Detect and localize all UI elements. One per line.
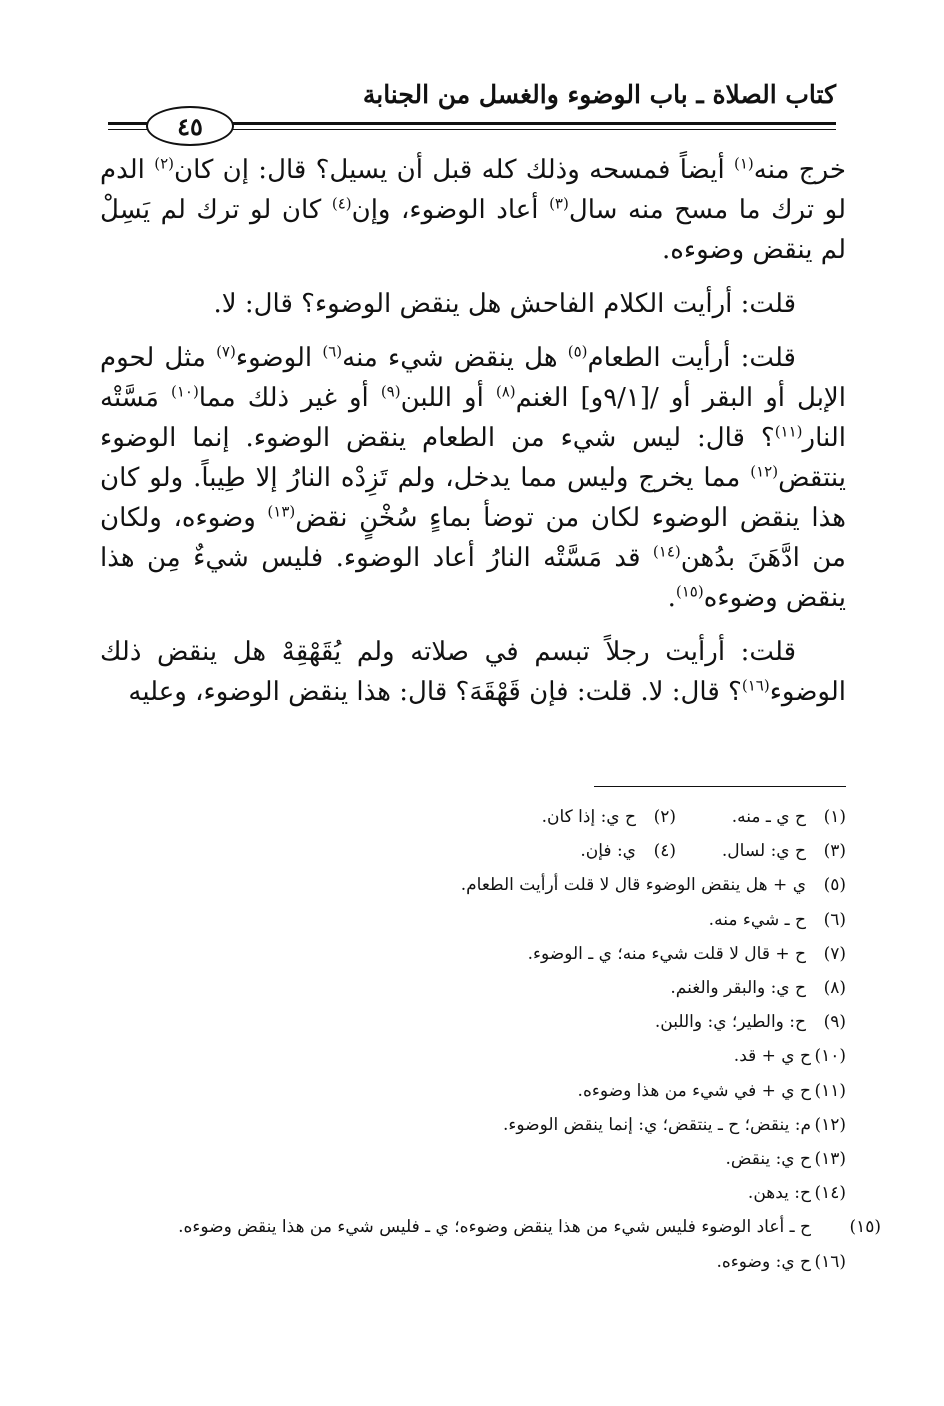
- running-title: كتاب الصلاة ـ باب الوضوء والغسل من الجنابة: [362, 80, 836, 109]
- footnote-marker-12: (١٢): [750, 462, 779, 481]
- footnote-6: [100, 903, 846, 937]
- text-run: هل ينقض شيء منه: [342, 343, 568, 373]
- footnote-marker-4: (٤): [331, 194, 352, 213]
- footnote-1: [676, 800, 846, 834]
- footnote-13: [100, 1142, 846, 1176]
- footnote-number: (١٣): [814, 1149, 846, 1170]
- footnote-4: [506, 834, 676, 868]
- footnote-text: ح ي: ينقض.: [725, 1149, 811, 1170]
- footnote-14: [100, 1176, 846, 1210]
- footnote-marker-1: (١): [734, 154, 754, 173]
- text-run: قد مَسَّتْه النارُ أعاد الوضوء. فليس شيءٌ مِن هذا ينقض وضوءه: [100, 543, 846, 613]
- footnote-text: ح: والطير؛ ي: واللبن.: [654, 1012, 806, 1033]
- footnote-text: ح ي ـ منه.: [731, 807, 806, 827]
- text-run: أو غير ذلك مما: [198, 383, 381, 413]
- footnote-text: ح + قال لا قلت شيء منه؛ ي ـ الوضوء.: [527, 943, 806, 964]
- footnote-number: (١٢): [814, 1114, 846, 1135]
- text-run: أيضاً فمسحه وذلك كله قبل أن يسيل؟ قال: إن كان: [173, 155, 734, 185]
- footnote-marker-5: (٥): [567, 342, 588, 361]
- footnote-10: [100, 1039, 846, 1073]
- footnote-5: [100, 868, 846, 902]
- footnote-3: [676, 834, 846, 868]
- footnote-text: ح ـ أعاد الوضوء فليس شيء من هذا ينقض وضوءه؛ ي ـ فليس شيء من هذا ينقض وضوءه.: [178, 1217, 811, 1238]
- text-run: أو اللبن: [400, 383, 496, 413]
- footnote-row: [100, 800, 846, 834]
- footnote-marker-9: (٩): [380, 382, 401, 401]
- footnote-marker-10: (١٠): [170, 382, 199, 401]
- text-run: أعاد الوضوء، وإن: [351, 195, 550, 225]
- text-run: وضوءه، ولكان من ادَّهَنَ بدُهن: [100, 503, 846, 573]
- footnote-marker-11: (١١): [774, 422, 803, 441]
- footnote-15: [100, 1210, 881, 1244]
- text-run: خرج منه: [753, 155, 846, 185]
- paragraph-2: [100, 284, 846, 324]
- footnote-8: [100, 971, 846, 1005]
- footnote-number: (١١): [814, 1080, 846, 1101]
- footnote-2: [506, 800, 676, 834]
- footnote-number: (٤): [653, 841, 676, 862]
- footnote-number: (٣): [823, 841, 846, 862]
- text-run: ؟ قال: لا. قلت: فإن قَهْقَهَ؟ قال: هذا ينقض الوضوء، وعليه: [128, 677, 742, 707]
- footnote-text: ح ي: لسال.: [721, 841, 806, 862]
- footnote-number: (١٠): [814, 1046, 846, 1067]
- text-run: مما يخرج وليس مما يدخل، ولم تَزِدْه النارُ إلا طِيباً. ولو كان هذا ينقض الوضوء لكان من توضأ بماءٍ سُخْنٍ نقض: [100, 463, 846, 533]
- text-run: قلت: أرأيت رجلاً تبسم في صلاته ولم يُقَهْقِهْ هل ينقض ذلك الوضوء: [100, 637, 846, 707]
- footnote-12: [100, 1108, 846, 1142]
- footnote-row: [100, 834, 846, 868]
- text-run: كان لو ترك لم يَسِلْ لم ينقض وضوءه.: [100, 195, 846, 265]
- footnotes: [100, 800, 881, 1279]
- footnote-marker-3: (٣): [549, 194, 569, 213]
- footnote-marker-14: (١٤): [652, 542, 681, 561]
- footnote-number: (٨): [823, 978, 846, 999]
- footnote-16: [100, 1245, 846, 1279]
- footnote-text: ح ي + قد.: [733, 1046, 811, 1067]
- footnote-text: ي + هل ينقض الوضوء قال لا قلت أرأيت الطعام.: [460, 875, 806, 896]
- footnote-marker-8: (٨): [495, 382, 516, 401]
- footnote-text: م: ينقض؛ ح ـ ينتقض؛ ي: إنما ينقض الوضوء.: [502, 1114, 811, 1135]
- text-run: مثل لحوم الإبل أو البقر أو /[٩/١و] الغنم: [100, 343, 846, 413]
- footnote-number: (٧): [823, 943, 846, 964]
- text-run: قلت: أرأيت الكلام الفاحش هل ينقض الوضوء؟ قال: لا.: [213, 289, 796, 319]
- footnote-text: ح ي + في شيء من هذا وضوءه.: [577, 1080, 811, 1101]
- footnote-text: ح ي: إذا كان.: [541, 807, 636, 827]
- footnote-marker-2: (٢): [154, 154, 174, 173]
- paragraph-4: [100, 632, 846, 712]
- footnote-text: ي: فإن.: [580, 841, 636, 862]
- footnote-marker-6: (٦): [322, 342, 343, 361]
- paragraph-3: [100, 338, 846, 618]
- footnote-separator: [594, 786, 846, 787]
- text-run: .: [667, 583, 676, 613]
- paragraph-1: [100, 150, 846, 270]
- text-run: ؟ قال: ليس شيء من الطعام ينقض الوضوء. إنما الوضوء ينتقض: [100, 423, 846, 493]
- footnote-marker-13: (١٣): [267, 502, 296, 521]
- main-text: [100, 150, 846, 726]
- footnote-text: ح: يدهن.: [747, 1183, 811, 1204]
- footnote-7: [100, 937, 846, 971]
- text-run: الدم لو ترك ما مسح منه سال: [100, 155, 846, 225]
- footnote-9: [100, 1005, 846, 1039]
- footnote-marker-7: (٧): [216, 342, 236, 361]
- footnote-number: (٩): [823, 1012, 846, 1033]
- footnote-11: [100, 1074, 846, 1108]
- footnote-number: (١٤): [814, 1183, 846, 1204]
- text-run: الوضوء: [235, 343, 323, 373]
- footnote-number: (١٥): [849, 1217, 881, 1238]
- footnote-number: (١): [823, 807, 846, 827]
- footnote-number: (٢): [653, 807, 676, 827]
- footnote-text: ح ـ شيء منه.: [708, 909, 806, 930]
- page-number: ٤٥: [177, 111, 203, 141]
- footnote-marker-15: (١٥): [675, 582, 704, 601]
- text-run: مَسَّتْه النار: [100, 383, 846, 453]
- footnote-text: ح ي: وضوءه.: [716, 1251, 811, 1272]
- text-run: قلت: أرأيت الطعام: [587, 343, 796, 373]
- footnote-marker-16: (١٦): [741, 676, 770, 695]
- page-number-badge: [146, 106, 234, 146]
- footnote-text: ح ي: والبقر والغنم.: [670, 978, 806, 999]
- footnote-number: (١٦): [814, 1251, 846, 1272]
- footnote-number: (٦): [823, 909, 846, 930]
- footnote-number: (٥): [823, 875, 846, 896]
